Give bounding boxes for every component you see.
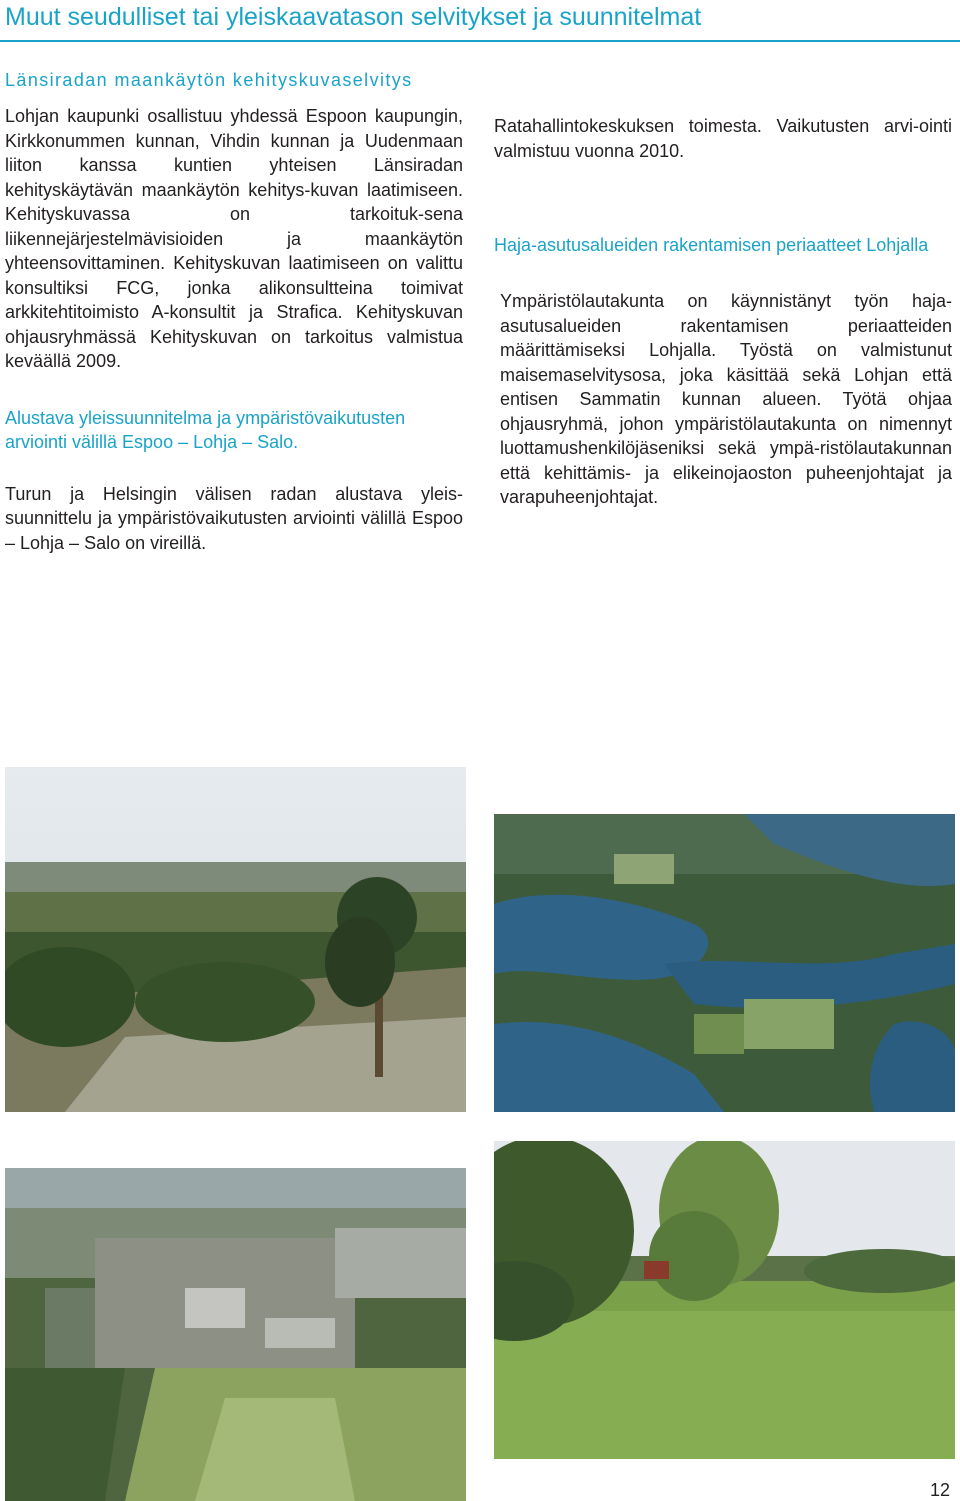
- photo-aerial-lakes: [494, 814, 955, 1112]
- section-heading-lansirata: Länsiradan maankäytön kehityskuvaselvitys: [5, 70, 413, 90]
- photo-aerial-town: [5, 1168, 466, 1501]
- page-title: Muut seudulliset tai yleiskaavatason selvitykset ja suunnitelmat: [5, 3, 702, 31]
- photo-field-trees: [494, 1141, 955, 1459]
- section-text-lansirata: Lohjan kaupunki osallistuu yhdessä Espoon kaupungin, Kirkkonummen kunnan, Vihdin kunnan ja Uudenmaan liiton kanssa kuntien yhteisen Länsiradan kehityskäytävän maankäytön kehitys-kuvan laatimiseen. Kehityskuvassa on tarkoituk-sena liikennejärjestelmävisioiden ja maankäytön yhteensovittaminen. Kehityskuvan laatimiseen on valittu konsultiksi FCG, jonka alikonsultteina toimivat arkkitehtitoimisto A-konsultit ja Strafica. Kehityskuvan ohjausryhmässä Kehityskuvan on tarkoitus valmistua keväällä 2009.: [5, 106, 463, 371]
- section-text-haja-asutus: Ympäristölautakunta on käynnistänyt työn haja-asutusalueiden rakentamisen periaatteiden määrittämiseksi Lohjalla. Työstä on valmistunut maisemaselvitysosa, joka käsittää sekä Lohjan että entisen Sammatin kunnan alueen. Työtä ohjaa ohjausryhmä, johon ympäristölautakunta on nimennyt luottamushenkilöjäseniksi sekä ympä-ristölautakunnan että kehittämis- ja elikeinojaoston puheenjohtajat ja varapuheenjohtajat.: [500, 291, 952, 507]
- right-column: [494, 114, 952, 510]
- photo-forest-hill-view: [5, 767, 466, 1112]
- left-column: [5, 68, 463, 555]
- section-text-yleissuunnitelma: Turun ja Helsingin välisen radan alustava yleis-suunnittelu ja ympäristövaikutusten arviointi välillä Espoo – Lohja – Salo on vireillä.: [5, 483, 463, 553]
- page-number: 12: [930, 1480, 951, 1500]
- section-heading-yleissuunnitelma: Alustava yleissuunnitelma ja ympäristövaikutusten arviointi välillä Espoo – Lohja – Salo.: [5, 407, 406, 452]
- section-heading-haja-asutus: Haja-asutusalueiden rakentamisen periaatteet Lohjalla: [494, 235, 929, 255]
- continued-text: Ratahallintokeskuksen toimesta. Vaikutusten arvi-ointi valmistuu vuonna 2010.: [494, 116, 952, 161]
- title-rule: [0, 40, 960, 42]
